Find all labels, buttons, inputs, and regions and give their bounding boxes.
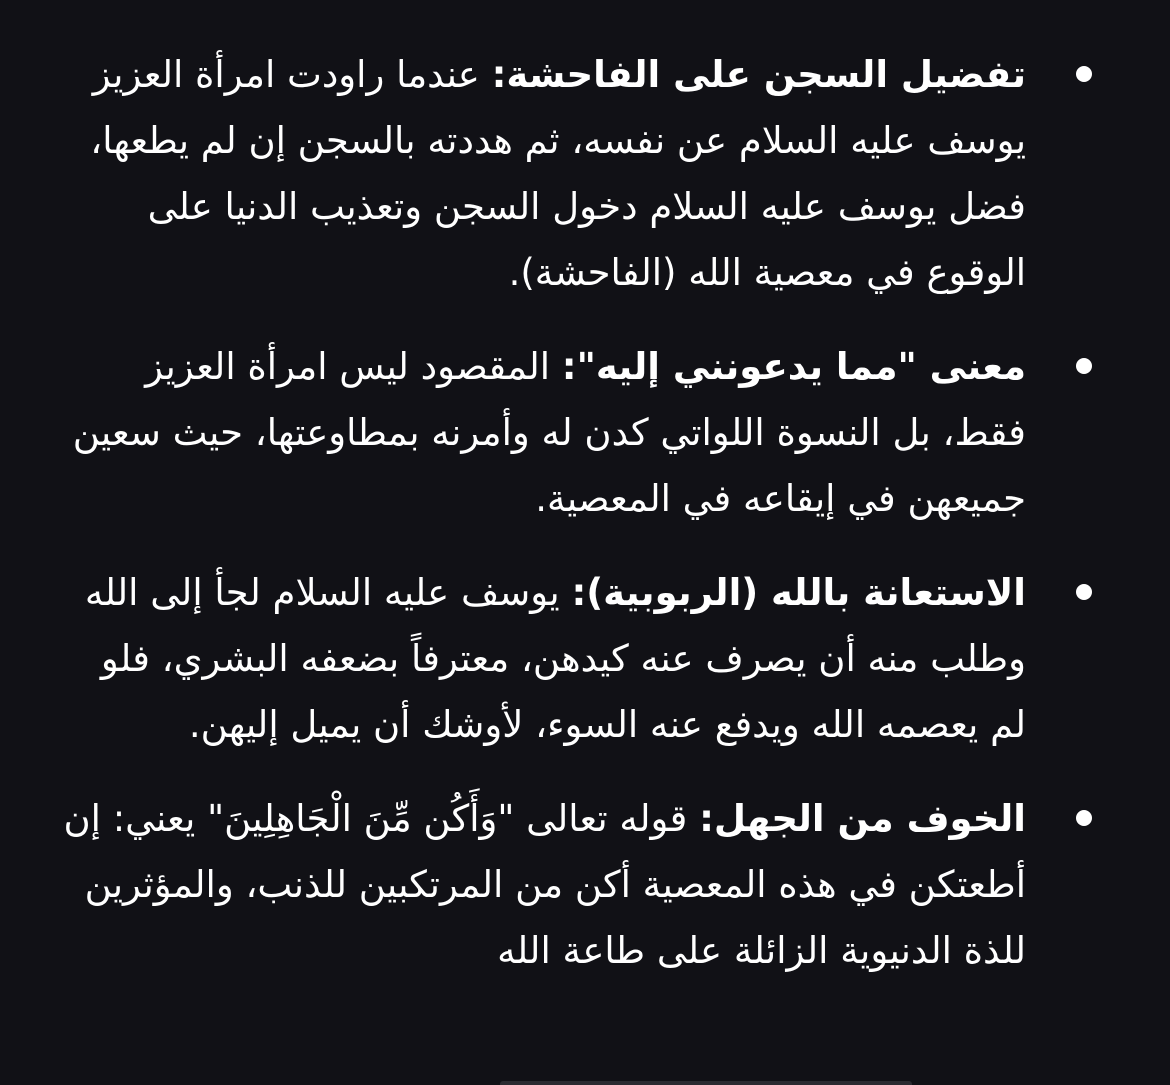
list-item <box>56 334 1126 532</box>
item-text: يوسف عليه السلام لجأ إلى الله وطلب منه أن يصرف عنه كيدهن، معترفاً بضعفه البشري، فلو لم يعصمه الله ويدفع عنه السوء، لأوشك أن يميل إليهن. <box>84 571 1026 746</box>
item-term: تفضيل السجن على الفاحشة: <box>491 53 1026 96</box>
item-text: قوله تعالى "وَأَكُن مِّنَ الْجَاهِلِينَ" يعني: إن أطعتكن في هذه المعصية أكن من المرتكبين للذنب، والمؤثرين للذة الدنيوية الزائلة على طاعة الله <box>63 797 1026 972</box>
item-term: الخوف من الجهل: <box>699 797 1026 840</box>
item-text: عندما راودت امرأة العزيز يوسف عليه السلام عن نفسه، ثم هددته بالسجن إن لم يطعها، فضل يوسف عليه السلام دخول السجن وتعذيب الدنيا على الوقوع في معصية الله (الفاحشة). <box>90 53 1026 294</box>
list-item <box>56 42 1126 306</box>
bullet-list <box>56 42 1126 984</box>
list-item <box>56 560 1126 758</box>
bullet-icon <box>1076 66 1092 82</box>
list-item <box>56 786 1126 984</box>
bottom-panel-edge <box>500 1081 912 1085</box>
item-term: الاستعانة بالله (الربوبية): <box>571 571 1026 614</box>
document-content <box>56 42 1126 984</box>
item-term: معنى "مما يدعونني إليه": <box>561 345 1026 388</box>
bullet-icon <box>1076 584 1092 600</box>
bullet-icon <box>1076 810 1092 826</box>
item-text: المقصود ليس امرأة العزيز فقط، بل النسوة اللواتي كدن له وأمرنه بمطاوعتها، حيث سعين جميعهن في إيقاعه في المعصية. <box>72 345 1026 520</box>
bullet-icon <box>1076 358 1092 374</box>
